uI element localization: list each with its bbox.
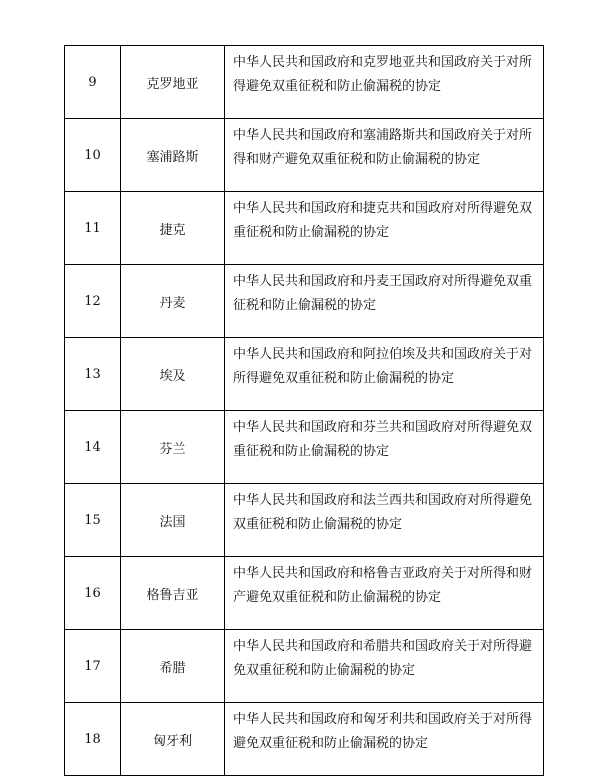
country-name: 克罗地亚 bbox=[121, 46, 225, 119]
row-number: 11 bbox=[65, 192, 121, 265]
row-number: 18 bbox=[65, 703, 121, 776]
table-row bbox=[65, 338, 544, 411]
treaty-name: 中华人民共和国政府和格鲁吉亚政府关于对所得和财产避免双重征税和防止偷漏税的协定 bbox=[225, 557, 544, 630]
row-number: 13 bbox=[65, 338, 121, 411]
treaty-name: 中华人民共和国政府和克罗地亚共和国政府关于对所得避免双重征税和防止偷漏税的协定 bbox=[225, 46, 544, 119]
country-name: 匈牙利 bbox=[121, 703, 225, 776]
row-number: 10 bbox=[65, 119, 121, 192]
country-name: 塞浦路斯 bbox=[121, 119, 225, 192]
treaty-name: 中华人民共和国政府和芬兰共和国政府对所得避免双重征税和防止偷漏税的协定 bbox=[225, 411, 544, 484]
table-row bbox=[65, 192, 544, 265]
treaty-name: 中华人民共和国政府和法兰西共和国政府对所得避免双重征税和防止偷漏税的协定 bbox=[225, 484, 544, 557]
table-row bbox=[65, 46, 544, 119]
country-name: 法国 bbox=[121, 484, 225, 557]
treaty-table bbox=[64, 45, 544, 776]
table-row bbox=[65, 411, 544, 484]
country-name: 捷克 bbox=[121, 192, 225, 265]
country-name: 埃及 bbox=[121, 338, 225, 411]
treaty-name: 中华人民共和国政府和希腊共和国政府关于对所得避免双重征税和防止偷漏税的协定 bbox=[225, 630, 544, 703]
treaty-name: 中华人民共和国政府和匈牙利共和国政府关于对所得避免双重征税和防止偷漏税的协定 bbox=[225, 703, 544, 776]
row-number: 14 bbox=[65, 411, 121, 484]
treaty-name: 中华人民共和国政府和塞浦路斯共和国政府关于对所得和财产避免双重征税和防止偷漏税的协定 bbox=[225, 119, 544, 192]
row-number: 12 bbox=[65, 265, 121, 338]
table-row bbox=[65, 557, 544, 630]
treaty-table-body bbox=[65, 46, 544, 776]
row-number: 17 bbox=[65, 630, 121, 703]
treaty-name: 中华人民共和国政府和阿拉伯埃及共和国政府关于对所得避免双重征税和防止偷漏税的协定 bbox=[225, 338, 544, 411]
treaty-name: 中华人民共和国政府和捷克共和国政府对所得避免双重征税和防止偷漏税的协定 bbox=[225, 192, 544, 265]
row-number: 9 bbox=[65, 46, 121, 119]
table-row bbox=[65, 119, 544, 192]
table-row bbox=[65, 484, 544, 557]
table-row bbox=[65, 265, 544, 338]
country-name: 格鲁吉亚 bbox=[121, 557, 225, 630]
table-row bbox=[65, 630, 544, 703]
country-name: 芬兰 bbox=[121, 411, 225, 484]
treaty-name: 中华人民共和国政府和丹麦王国政府对所得避免双重征税和防止偷漏税的协定 bbox=[225, 265, 544, 338]
country-name: 希腊 bbox=[121, 630, 225, 703]
country-name: 丹麦 bbox=[121, 265, 225, 338]
row-number: 16 bbox=[65, 557, 121, 630]
row-number: 15 bbox=[65, 484, 121, 557]
